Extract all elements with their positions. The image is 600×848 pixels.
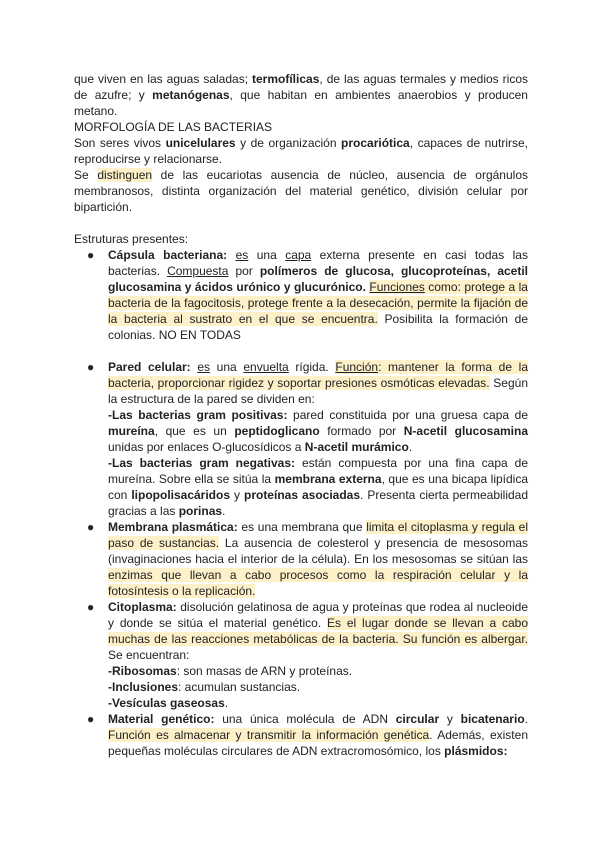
text-run: , que es un [154, 424, 235, 438]
text-run: circular [395, 712, 440, 726]
text-run: , de las aguas termales y medios ricos de azufre; y [74, 72, 528, 102]
text-run [227, 248, 235, 262]
text-run: unicelulares [165, 136, 236, 150]
text-run: metanógenas [152, 88, 230, 102]
item-paragraph [108, 599, 528, 663]
text-run: Membrana plasmática: [108, 520, 238, 534]
item-subparagraph [108, 679, 528, 695]
text-run: : son masas de ARN y proteínas. [176, 664, 353, 678]
item-paragraph [108, 711, 528, 759]
inclusiones-text [108, 680, 300, 694]
text-run: Material genético: [108, 712, 215, 726]
section-heading [74, 119, 528, 135]
differences-paragraph [74, 167, 528, 215]
text-run: una [248, 248, 286, 262]
text-run: una [210, 360, 244, 374]
text-run: . [524, 712, 528, 726]
text-run: rígida. [288, 360, 336, 374]
item-subparagraph [108, 663, 528, 679]
text-run: membrana externa [274, 472, 382, 486]
text-run: disolución gelatinosa de agua y proteínas que rodea al nucleoide y donde se sitúa el material genético. [108, 600, 528, 630]
text-run: es [235, 248, 249, 262]
text-run: procariótica [341, 136, 410, 150]
text-run: Pared celular: [108, 360, 191, 374]
text-run: . [222, 504, 226, 518]
item-subparagraph [108, 455, 528, 519]
text-run: La ausencia de colesterol y presencia de mesosomas (invaginaciones hacia el interior de la célula). En los mesosomas se sitúan las [108, 536, 528, 566]
text-run: : acumulan sustancias. [178, 680, 301, 694]
bullet-icon: ● [87, 712, 95, 726]
text-run: peptidoglicano [234, 424, 320, 438]
item-paragraph [108, 247, 528, 343]
text-run: Funciones [369, 280, 425, 294]
text-run: mureína [108, 424, 155, 438]
text-run: , que habitan en ambientes anaerobios y producen metano. [74, 88, 528, 118]
text-run: es una membrana que [237, 520, 367, 534]
intro-block [74, 71, 528, 215]
text-run: Son seres vivos [74, 136, 166, 150]
text-run: y [230, 488, 244, 502]
text-run: , que es una bicapa lipídica con [108, 472, 529, 502]
bullet-icon: ● [87, 600, 95, 614]
item-text [108, 600, 528, 662]
item-paragraph [108, 359, 528, 407]
text-run: externa presente en casi todas las bacterias. [108, 248, 528, 278]
text-run: están compuesta por una fina capa de mureína. Sobre ella se sitúa la [108, 456, 528, 486]
item-subparagraph [108, 407, 528, 455]
list-item-pared [87, 359, 529, 519]
text-run: polímeros de glucosa, glucoproteínas, acetil glucosamina y ácidos urónico y glucurónico. [108, 264, 529, 294]
item-text [108, 360, 528, 406]
text-run: Posibilita la formación de colonias. NO EN TODAS [108, 312, 528, 342]
text-run: unidas por enlaces O-glucosídicos a [108, 440, 305, 454]
structures-heading-text: Estruturas presentes: [74, 232, 189, 246]
text-run: capa [285, 248, 312, 262]
definition-text [74, 136, 528, 166]
text-run: Según la estructura de la pared se dividen en: [108, 376, 528, 406]
item-text [108, 520, 528, 598]
ribosomas-text [108, 664, 352, 678]
text-run: termofílicas [252, 72, 320, 86]
text-run: . [224, 696, 229, 710]
text-run: envuelta [243, 360, 289, 374]
text-run: Función es almacenar y transmitir la información genética [108, 728, 430, 742]
text-run: -Vesículas gaseosas [108, 696, 225, 710]
text-run: y [439, 712, 461, 726]
text-run: . Además, existen pequeñas moléculas circulares de ADN extracromosómico, los [108, 728, 528, 758]
text-run: proteínas asociadas [243, 488, 361, 502]
text-run: : mantener la forma de la bacteria, proporcionar rigidez y soportar presiones osmóticas elevadas. [108, 360, 528, 390]
text-run: lipopolisacáridos [131, 488, 231, 502]
differences-text [74, 168, 528, 214]
list-item-membrana [87, 519, 528, 599]
item-text [108, 712, 528, 758]
text-run: N-acetil murámico [304, 440, 409, 454]
intro-paragraph [74, 71, 528, 119]
text-run: que viven en las aguas saladas; [74, 72, 253, 86]
text-run: -Inclusiones [108, 680, 179, 694]
bullet-icon: ● [87, 520, 95, 534]
text-run: , capaces de nutrirse, reproducirse y relacionarse. [74, 136, 528, 166]
gram-negative-text [108, 456, 528, 518]
bullet-icon: ● [87, 248, 95, 262]
text-run: . [408, 440, 413, 454]
list-item-material-genetico [87, 711, 528, 759]
text-run: Cápsula bacteriana: [108, 248, 228, 262]
text-run: formado por [319, 424, 404, 438]
text-run: una única molécula de ADN [214, 712, 396, 726]
text-run: . Presenta cierta permeabilidad gracias a las [108, 488, 529, 518]
text-run: y de organización [235, 136, 342, 150]
text-run: Es el lugar donde se llevan a cabo muchas de las reacciones metabólicas de la bacteria. Su función es albergar. [108, 616, 528, 646]
vesiculas-text [108, 696, 228, 710]
text-run: Función [335, 360, 379, 374]
text-run: es [197, 360, 211, 374]
item-paragraph [108, 519, 528, 599]
gram-positive-text [108, 408, 528, 454]
text-run: Se encuentran: [108, 648, 190, 662]
text-run: limita el citoplasma y regula el paso de sustancias. [108, 520, 528, 550]
intro-text [74, 72, 528, 118]
structures-heading [74, 231, 528, 247]
definition-paragraph [74, 135, 528, 167]
text-run: Se [74, 168, 98, 182]
text-run: porinas [178, 504, 223, 518]
item-subparagraph [108, 695, 528, 711]
text-run: -Ribosomas [108, 664, 177, 678]
text-run: enzimas que llevan a cabo procesos como la respiración celular y la fotosíntesis o la replicación. [108, 568, 528, 598]
text-run: distinguen [97, 168, 153, 182]
text-run: pared constituida por una gruesa capa de [287, 408, 528, 422]
text-run: como: protege a la bacteria de la fagocitosis, protege frente a la desecación, permite la fijación de la bacteria al sustrato en el que se encuentra. [108, 280, 528, 326]
item-text [108, 248, 528, 342]
text-run: de las eucariotas ausencia de núcleo, ausencia de orgánulos membranosos, distinta organización del material genético, división celular por bipartición. [74, 168, 528, 214]
text-run: -Las bacterias gram positivas: [108, 408, 288, 422]
heading-text [74, 120, 272, 134]
text-run: Compuesta [167, 264, 229, 278]
list-item-citoplasma [87, 599, 528, 711]
text-run: plásmidos: [444, 744, 508, 758]
text-run: N-acetil glucosamina [403, 424, 528, 438]
text-run: por [228, 264, 260, 278]
list-item-capsula [87, 247, 529, 343]
text-run: Citoplasma: [108, 600, 177, 614]
bullet-icon: ● [87, 360, 95, 374]
text-run: MORFOLOGÍA DE LAS BACTERIAS [74, 120, 273, 134]
text-run: -Las bacterias gram negativas: [108, 456, 296, 470]
text-run: bicatenario [460, 712, 525, 726]
